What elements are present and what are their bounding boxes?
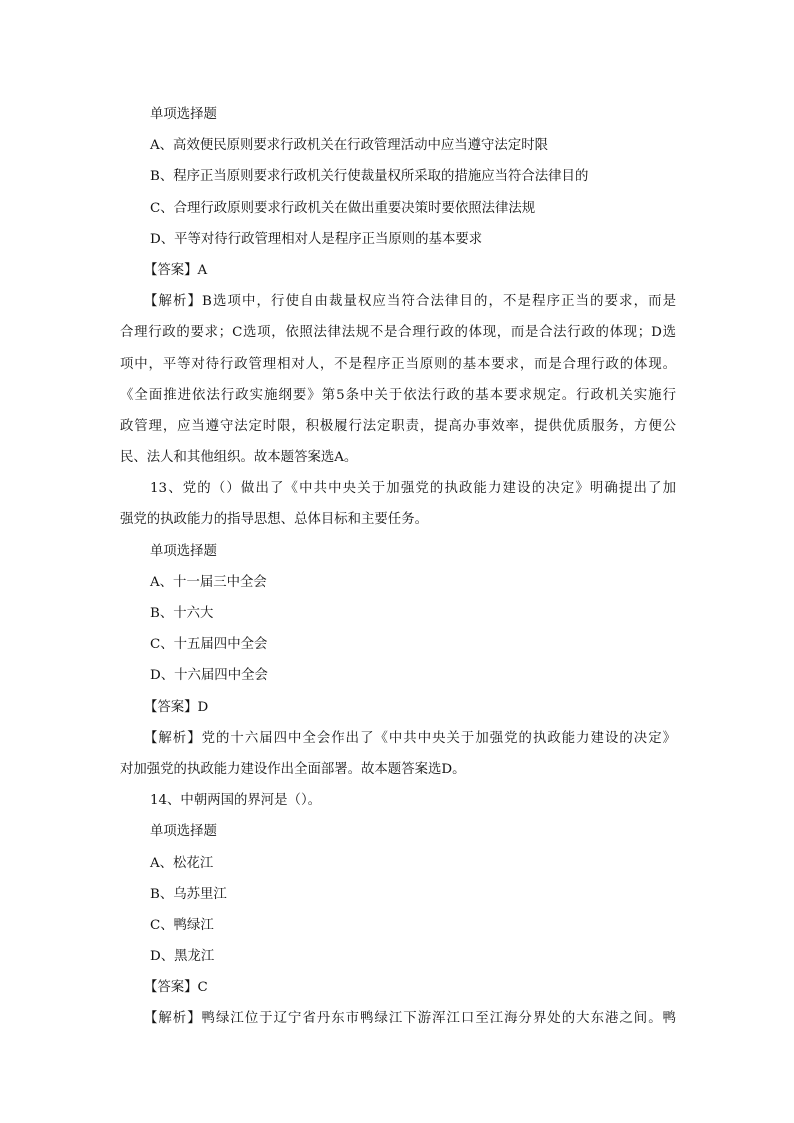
answer-line: 【答案】C (144, 980, 208, 996)
analysis-line: 政管理，应当遵守法定时限，积极履行法定职责，提高办事效率，提供优质服务，方便公 (120, 418, 676, 434)
analysis-line: 对加强党的执政能力建设作出全面部署。故本题答案选D。 (120, 761, 466, 777)
document-body (120, 99, 676, 1035)
analysis-line: 【解析】党的十六届四中全会作出了《中共中央关于加强党的执政能力建设的决定》 (144, 730, 676, 746)
option-b: B、程序正当原则要求行政机关行使裁量权所采取的措施应当符合法律目的 (150, 169, 589, 185)
question-13-text: 强党的执政能力的指导思想、总体目标和主要任务。 (120, 512, 428, 528)
answer-line: 【答案】D (144, 699, 209, 715)
question-type-label: 单项选择题 (150, 543, 217, 559)
option-d: D、黑龙江 (150, 949, 215, 965)
question-type-label: 单项选择题 (150, 824, 217, 840)
option-a: A、松花江 (150, 855, 214, 871)
option-d: D、平等对待行政管理相对人是程序正当原则的基本要求 (150, 231, 483, 247)
option-b: B、十六大 (150, 606, 214, 621)
option-d: D、十六届四中全会 (150, 668, 268, 684)
option-c: C、合理行政原则要求行政机关在做出重要决策时要依照法律法规 (150, 200, 536, 216)
analysis-line: 《全面推进依法行政实施纲要》第5条中关于依法行政的基本要求规定。行政机关实施行 (120, 387, 676, 403)
analysis-line: 合理行政的要求；C选项，依照法律法规不是合理行政的体现，而是合法行政的体现；D选 (120, 325, 676, 341)
option-c: C、鸭绿江 (150, 917, 214, 933)
option-a: A、高效便民原则要求行政机关在行政管理活动中应当遵守法定时限 (150, 138, 548, 154)
question-14-text: 14、中朝两国的界河是（）。 (150, 793, 322, 809)
option-c: C、十五届四中全会 (150, 637, 268, 653)
option-b: B、乌苏里江 (150, 886, 227, 902)
option-a: A、十一届三中全会 (150, 574, 267, 590)
analysis-line: 【解析】B选项中，行使自由裁量权应当符合法律目的，不是程序正当的要求，而是 (144, 294, 676, 310)
analysis-line: 【解析】鸭绿江位于辽宁省丹东市鸭绿江下游浑江口至江海分界处的大东港之间。鸭 (144, 1011, 676, 1027)
analysis-line: 民、法人和其他组织。故本题答案选A。 (120, 450, 358, 466)
question-type-label: 单项选择题 (150, 107, 217, 122)
analysis-line: 项中，平等对待行政管理相对人，不是程序正当原则的基本要求，而是合理行政的体现。 (120, 356, 676, 372)
question-13-text: 13、党的（）做出了《中共中央关于加强党的执政能力建设的决定》明确提出了加 (150, 481, 676, 497)
answer-line: 【答案】A (144, 262, 208, 278)
